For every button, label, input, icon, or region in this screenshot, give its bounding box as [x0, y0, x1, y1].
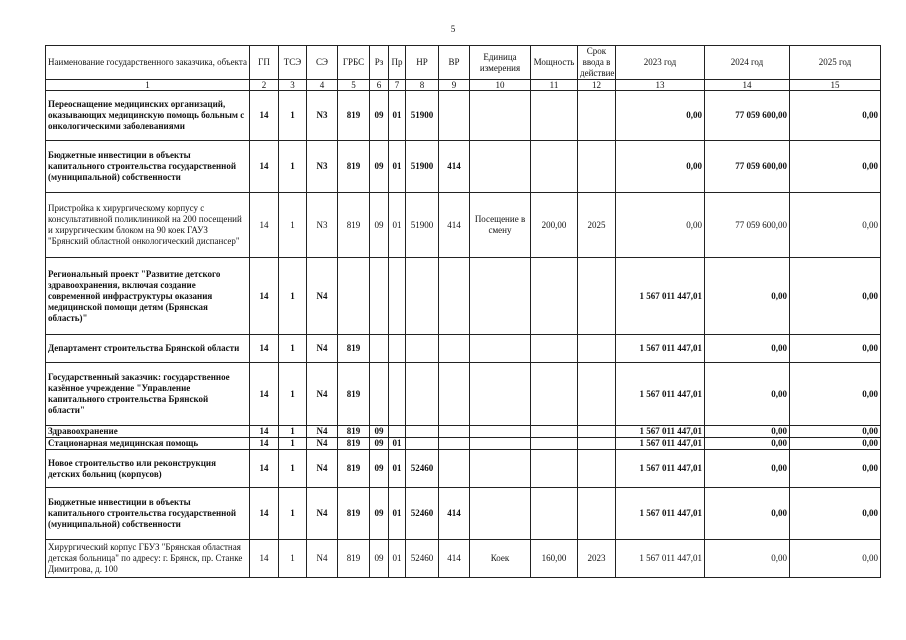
- header-2023: 2023 год: [616, 46, 705, 80]
- cell-nr: [406, 335, 439, 363]
- header-unit: Единица измерения: [470, 46, 531, 80]
- table-row: [46, 91, 881, 141]
- cell-nr: [406, 438, 439, 450]
- column-number: 3: [279, 80, 307, 91]
- cell-nr: 51900: [406, 141, 439, 193]
- cell-name: Бюджетные инвестиции в объекты капитального строительства государственной (муниципальной) собственности: [46, 488, 250, 540]
- cell-y2025: 0,00: [790, 91, 881, 141]
- cell-deadline: [578, 258, 616, 335]
- cell-nr: 51900: [406, 193, 439, 258]
- table-row: [46, 258, 881, 335]
- cell-grbs: [338, 258, 370, 335]
- cell-y2024: 0,00: [705, 450, 790, 488]
- cell-name: Новое строительство или реконструкция детских больниц (корпусов): [46, 450, 250, 488]
- cell-vr: [439, 426, 470, 438]
- cell-capacity: [531, 363, 578, 426]
- page-number: 5: [450, 24, 456, 34]
- cell-se: N4: [307, 488, 338, 540]
- cell-tse: 1: [279, 488, 307, 540]
- cell-vr: [439, 335, 470, 363]
- cell-se: N4: [307, 540, 338, 578]
- cell-name: Региональный проект "Развитие детского здравоохранения, включая создание современной инфраструктуры оказания медицинской помощи детям (Брянская область)": [46, 258, 250, 335]
- cell-tse: 1: [279, 438, 307, 450]
- cell-y2023: 0,00: [616, 141, 705, 193]
- cell-se: N4: [307, 426, 338, 438]
- cell-y2025: 0,00: [790, 363, 881, 426]
- cell-unit: Коек: [470, 540, 531, 578]
- cell-unit: [470, 363, 531, 426]
- cell-y2023: 1 567 011 447,01: [616, 258, 705, 335]
- cell-y2023: 1 567 011 447,01: [616, 363, 705, 426]
- cell-y2024: 0,00: [705, 426, 790, 438]
- cell-deadline: [578, 91, 616, 141]
- cell-rz: 09: [370, 426, 389, 438]
- column-number: 2: [250, 80, 279, 91]
- cell-tse: 1: [279, 193, 307, 258]
- cell-tse: 1: [279, 426, 307, 438]
- cell-tse: 1: [279, 141, 307, 193]
- cell-se: N3: [307, 193, 338, 258]
- table-body: [46, 46, 881, 578]
- column-number: 4: [307, 80, 338, 91]
- cell-capacity: [531, 450, 578, 488]
- cell-grbs: 819: [338, 438, 370, 450]
- cell-unit: [470, 450, 531, 488]
- header-gp: ГП: [250, 46, 279, 80]
- table-row: [46, 450, 881, 488]
- cell-vr: [439, 438, 470, 450]
- cell-se: N4: [307, 450, 338, 488]
- cell-name: Государственный заказчик: государственное казённое учреждение "Управление капитального строительства Брянской области": [46, 363, 250, 426]
- cell-vr: [439, 258, 470, 335]
- cell-pr: [389, 426, 406, 438]
- header-tse: ТСЭ: [279, 46, 307, 80]
- header-2024: 2024 год: [705, 46, 790, 80]
- cell-nr: [406, 258, 439, 335]
- cell-name: Департамент строительства Брянской области: [46, 335, 250, 363]
- cell-se: N3: [307, 91, 338, 141]
- header-rz: Рз: [370, 46, 389, 80]
- cell-deadline: [578, 335, 616, 363]
- cell-gp: 14: [250, 141, 279, 193]
- cell-gp: 14: [250, 193, 279, 258]
- cell-y2025: 0,00: [790, 141, 881, 193]
- cell-deadline: [578, 141, 616, 193]
- cell-y2025: 0,00: [790, 426, 881, 438]
- cell-se: N4: [307, 335, 338, 363]
- cell-grbs: 819: [338, 426, 370, 438]
- cell-pr: 01: [389, 91, 406, 141]
- cell-capacity: [531, 438, 578, 450]
- column-number-row: [46, 80, 881, 91]
- cell-nr: 52460: [406, 540, 439, 578]
- cell-tse: 1: [279, 91, 307, 141]
- cell-unit: [470, 335, 531, 363]
- cell-unit: [470, 426, 531, 438]
- cell-y2025: 0,00: [790, 540, 881, 578]
- cell-gp: 14: [250, 91, 279, 141]
- cell-pr: 01: [389, 488, 406, 540]
- cell-deadline: 2025: [578, 193, 616, 258]
- cell-tse: 1: [279, 258, 307, 335]
- table-row: [46, 426, 881, 438]
- cell-y2025: 0,00: [790, 450, 881, 488]
- cell-tse: 1: [279, 450, 307, 488]
- cell-deadline: [578, 438, 616, 450]
- cell-y2023: 1 567 011 447,01: [616, 335, 705, 363]
- cell-y2023: 0,00: [616, 193, 705, 258]
- budget-table: [45, 45, 881, 578]
- cell-nr: [406, 363, 439, 426]
- cell-gp: 14: [250, 450, 279, 488]
- cell-pr: 01: [389, 141, 406, 193]
- cell-nr: 52460: [406, 450, 439, 488]
- cell-y2024: 0,00: [705, 258, 790, 335]
- cell-grbs: 819: [338, 141, 370, 193]
- cell-capacity: [531, 335, 578, 363]
- cell-rz: 09: [370, 488, 389, 540]
- cell-se: N4: [307, 438, 338, 450]
- cell-unit: [470, 141, 531, 193]
- cell-grbs: 819: [338, 363, 370, 426]
- cell-y2024: 77 059 600,00: [705, 193, 790, 258]
- cell-name: Пристройка к хирургическому корпусу с консультативной поликлиникой на 200 посещений и хирургическим блоком на 90 коек ГАУЗ "Брянский областной онкологический диспансер": [46, 193, 250, 258]
- cell-se: N3: [307, 141, 338, 193]
- cell-capacity: [531, 258, 578, 335]
- header-2025: 2025 год: [790, 46, 881, 80]
- cell-gp: 14: [250, 488, 279, 540]
- cell-gp: 14: [250, 335, 279, 363]
- cell-deadline: [578, 426, 616, 438]
- cell-nr: [406, 426, 439, 438]
- cell-y2023: 1 567 011 447,01: [616, 426, 705, 438]
- cell-capacity: 200,00: [531, 193, 578, 258]
- column-number: 7: [389, 80, 406, 91]
- cell-grbs: 819: [338, 193, 370, 258]
- cell-vr: [439, 450, 470, 488]
- cell-grbs: 819: [338, 540, 370, 578]
- cell-gp: 14: [250, 540, 279, 578]
- cell-name: Бюджетные инвестиции в объекты капитального строительства государственной (муниципальной) собственности: [46, 141, 250, 193]
- cell-y2024: 77 059 600,00: [705, 91, 790, 141]
- cell-y2025: 0,00: [790, 488, 881, 540]
- column-number: 12: [578, 80, 616, 91]
- cell-gp: 14: [250, 426, 279, 438]
- cell-rz: 09: [370, 438, 389, 450]
- cell-pr: 01: [389, 450, 406, 488]
- column-number: 15: [790, 80, 881, 91]
- cell-unit: [470, 258, 531, 335]
- column-number: 5: [338, 80, 370, 91]
- cell-pr: 01: [389, 438, 406, 450]
- header-vr: ВР: [439, 46, 470, 80]
- table-row: [46, 363, 881, 426]
- cell-grbs: 819: [338, 488, 370, 540]
- header-grbs: ГРБС: [338, 46, 370, 80]
- cell-name: Здравоохранение: [46, 426, 250, 438]
- header-name: Наименование государственного заказчика, объекта: [46, 46, 250, 80]
- cell-y2023: 0,00: [616, 91, 705, 141]
- cell-deadline: [578, 488, 616, 540]
- header-deadline: Срок ввода в действие: [578, 46, 616, 80]
- cell-y2024: 0,00: [705, 540, 790, 578]
- cell-grbs: 819: [338, 91, 370, 141]
- cell-unit: Посещение в смену: [470, 193, 531, 258]
- cell-y2024: 77 059 600,00: [705, 141, 790, 193]
- table-row: [46, 335, 881, 363]
- column-number: 6: [370, 80, 389, 91]
- cell-vr: 414: [439, 193, 470, 258]
- column-number: 9: [439, 80, 470, 91]
- cell-nr: 52460: [406, 488, 439, 540]
- cell-pr: [389, 335, 406, 363]
- table-row: [46, 540, 881, 578]
- cell-y2025: 0,00: [790, 258, 881, 335]
- cell-rz: 09: [370, 193, 389, 258]
- cell-se: N4: [307, 363, 338, 426]
- header-pr: Пр: [389, 46, 406, 80]
- cell-vr: [439, 91, 470, 141]
- cell-deadline: [578, 450, 616, 488]
- cell-grbs: 819: [338, 450, 370, 488]
- header-se: СЭ: [307, 46, 338, 80]
- cell-capacity: [531, 91, 578, 141]
- cell-gp: 14: [250, 363, 279, 426]
- cell-y2024: 0,00: [705, 438, 790, 450]
- cell-y2024: 0,00: [705, 363, 790, 426]
- cell-deadline: 2023: [578, 540, 616, 578]
- cell-rz: [370, 335, 389, 363]
- column-number: 11: [531, 80, 578, 91]
- column-number: 10: [470, 80, 531, 91]
- cell-tse: 1: [279, 335, 307, 363]
- header-nr: НР: [406, 46, 439, 80]
- column-number: 14: [705, 80, 790, 91]
- cell-tse: 1: [279, 540, 307, 578]
- cell-pr: [389, 258, 406, 335]
- column-number: 13: [616, 80, 705, 91]
- table-row: [46, 438, 881, 450]
- header-capacity: Мощность: [531, 46, 578, 80]
- column-number: 8: [406, 80, 439, 91]
- cell-unit: [470, 488, 531, 540]
- cell-unit: [470, 91, 531, 141]
- cell-name: Переоснащение медицинских организаций, оказывающих медицинскую помощь больным с онкологическими заболеваниями: [46, 91, 250, 141]
- cell-y2025: 0,00: [790, 438, 881, 450]
- cell-vr: 414: [439, 488, 470, 540]
- cell-vr: 414: [439, 141, 470, 193]
- cell-pr: [389, 363, 406, 426]
- cell-vr: [439, 363, 470, 426]
- cell-pr: 01: [389, 540, 406, 578]
- cell-capacity: [531, 488, 578, 540]
- cell-y2024: 0,00: [705, 488, 790, 540]
- cell-tse: 1: [279, 363, 307, 426]
- cell-rz: 09: [370, 141, 389, 193]
- cell-y2025: 0,00: [790, 193, 881, 258]
- cell-rz: 09: [370, 540, 389, 578]
- cell-gp: 14: [250, 258, 279, 335]
- cell-name: Хирургический корпус ГБУЗ "Брянская областная детская больница" по адресу: г. Брянск, пр. Станке Димитрова, д. 100: [46, 540, 250, 578]
- cell-vr: 414: [439, 540, 470, 578]
- cell-rz: 09: [370, 450, 389, 488]
- cell-y2023: 1 567 011 447,01: [616, 540, 705, 578]
- cell-pr: 01: [389, 193, 406, 258]
- cell-gp: 14: [250, 438, 279, 450]
- cell-capacity: [531, 426, 578, 438]
- cell-grbs: 819: [338, 335, 370, 363]
- column-number: 1: [46, 80, 250, 91]
- cell-rz: 09: [370, 91, 389, 141]
- cell-y2023: 1 567 011 447,01: [616, 438, 705, 450]
- table-row: [46, 488, 881, 540]
- cell-rz: [370, 363, 389, 426]
- cell-deadline: [578, 363, 616, 426]
- cell-capacity: [531, 141, 578, 193]
- table-row: [46, 141, 881, 193]
- cell-capacity: 160,00: [531, 540, 578, 578]
- cell-se: N4: [307, 258, 338, 335]
- cell-rz: [370, 258, 389, 335]
- table-row: [46, 193, 881, 258]
- cell-y2025: 0,00: [790, 335, 881, 363]
- cell-y2023: 1 567 011 447,01: [616, 450, 705, 488]
- cell-y2024: 0,00: [705, 335, 790, 363]
- cell-nr: 51900: [406, 91, 439, 141]
- cell-name: Стационарная медицинская помощь: [46, 438, 250, 450]
- cell-y2023: 1 567 011 447,01: [616, 488, 705, 540]
- header-row: [46, 46, 881, 80]
- cell-unit: [470, 438, 531, 450]
